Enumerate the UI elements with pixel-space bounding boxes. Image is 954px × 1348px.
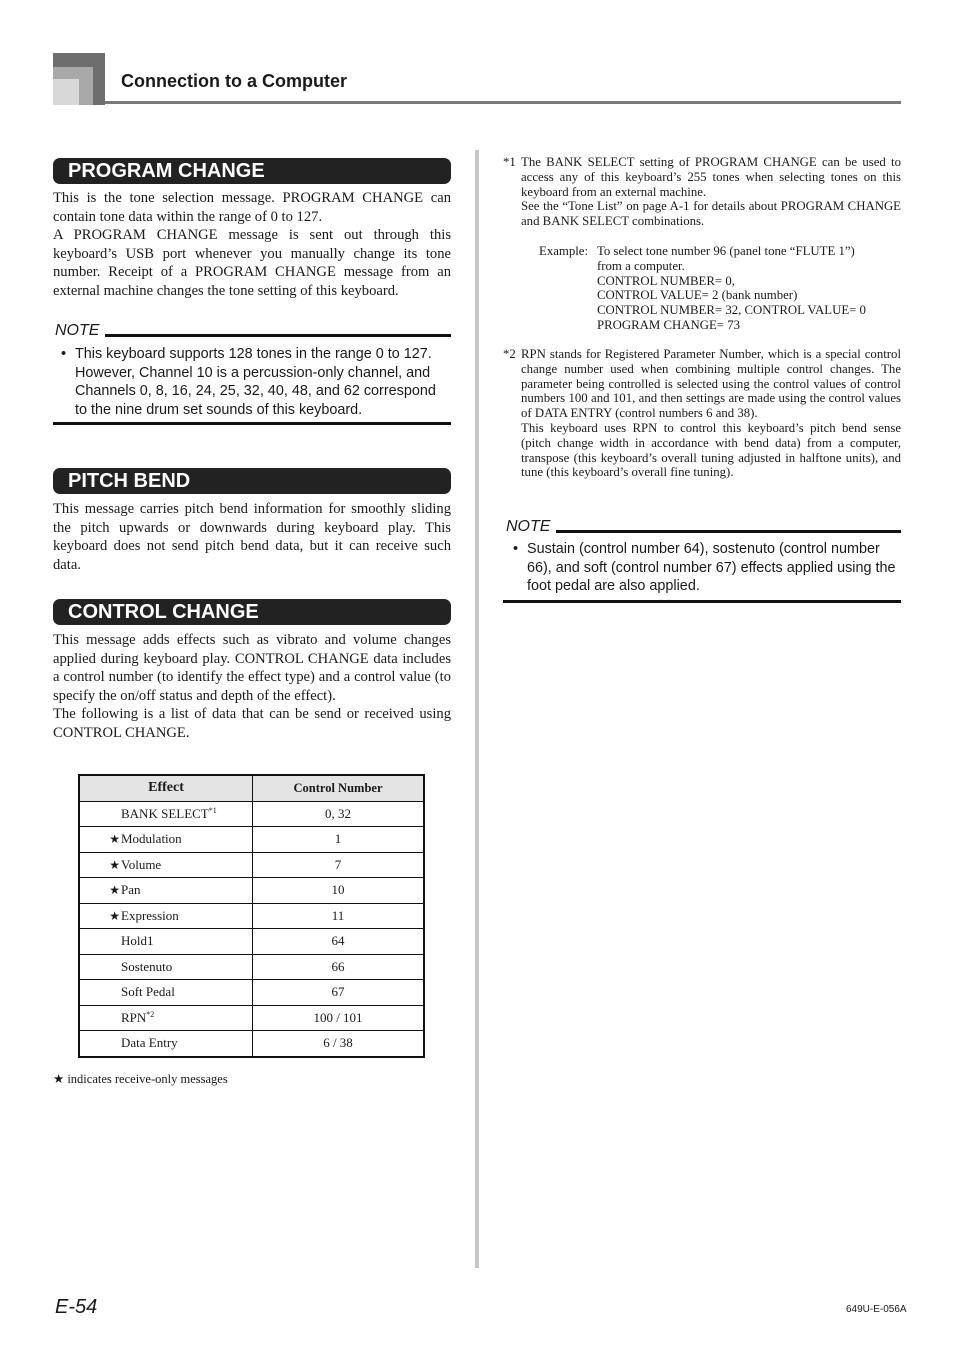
effect-cell (79, 929, 253, 955)
star-icon: ★ (109, 883, 120, 898)
effect-name: Data Entry (121, 1035, 178, 1051)
footnote-2-mark: *2 (503, 347, 516, 361)
control-number-cell: 64 (253, 929, 425, 955)
footnote-ref: *1 (208, 805, 217, 815)
note-label: NOTE (55, 322, 100, 339)
table-row (79, 1031, 424, 1057)
control-change-heading: CONTROL CHANGE (53, 599, 451, 625)
footnote-ref: *2 (146, 1009, 155, 1019)
table-header-row (79, 775, 424, 801)
header-logo-block (53, 53, 105, 105)
effect-cell (79, 878, 253, 904)
table-legend: ★ indicates receive-only messages (53, 1072, 228, 1086)
right-note-bullet: • (513, 541, 519, 557)
pitch-bend-text (53, 500, 451, 574)
effect-cell (79, 801, 253, 827)
control-number-cell: 66 (253, 954, 425, 980)
control-number-cell: 1 (253, 827, 425, 853)
table-row (79, 929, 424, 955)
table-header-effect: Effect (79, 775, 253, 801)
example-line: CONTROL NUMBER= 0, (597, 273, 735, 288)
control-number-cell: 0, 32 (253, 801, 425, 827)
effect-cell (79, 980, 253, 1006)
example-line: CONTROL VALUE= 2 (bank number) (597, 288, 798, 303)
effect-name: Sostenuto (121, 958, 173, 974)
table-header-control-number: Control Number (253, 775, 425, 801)
footnote-2-paragraph-2: This keyboard uses RPN to control this keyboard’s pitch bend sense (pitch change width in accordance with bend data) from a computer, transpose (this keyboard’s overall tuning adjusted in halftone units), and tune (this keyboard’s overall fine tuning). (521, 420, 901, 480)
effect-cell (79, 954, 253, 980)
program-change-paragraph-2: A PROGRAM CHANGE message is sent out through this keyboard’s USB port whenever you manually change its tone number. Receipt of a PROGRAM CHANGE message from an external machine changes the tone setting of this keyboard. (53, 227, 451, 299)
footnote-2-paragraph-1: RPN stands for Registered Parameter Number, which is a special control change number used when combining multiple control changes. The parameter being controlled is selected using the control values of control numbers 100 and 101, and then settings are made using the control values of DATA ENTRY (control numbers 6 and 38). (521, 347, 901, 421)
pitch-bend-heading: PITCH BEND (53, 468, 451, 494)
effect-cell (79, 852, 253, 878)
example-lines (597, 259, 866, 333)
right-note-top-rule (556, 530, 901, 533)
effect-cell (79, 1005, 253, 1031)
effect-name: Soft Pedal (121, 984, 175, 1000)
effect-cell (79, 1031, 253, 1057)
note-bullet: • (61, 346, 67, 362)
control-change-paragraph-2: The following is a list of data that can be send or received using CONTROL CHANGE. (53, 706, 451, 741)
control-change-table (78, 774, 425, 1058)
footnote-1-body (521, 155, 901, 229)
effect-name: Expression (121, 907, 179, 923)
program-change-heading: PROGRAM CHANGE (53, 158, 451, 184)
page-number: E-54 (55, 1296, 98, 1318)
footnote-1-paragraph-1: The BANK SELECT setting of PROGRAM CHANGE can be used to access any of this keyboard’s 255 tones when selecting tones on this keyboard from an external machine. (521, 155, 901, 199)
effect-name: Volume (121, 856, 162, 872)
footnote-1-paragraph-2: See the “Tone List” on page A-1 for details about PROGRAM CHANGE and BANK SELECT combinations. (521, 199, 901, 229)
effect-name: Pan (121, 882, 141, 898)
right-note-bottom-rule (503, 600, 901, 603)
right-note-text: Sustain (control number 64), sostenuto (control number 66), and soft (control number 67) effects applied using the foot pedal are also applied. (527, 541, 896, 595)
control-number-cell: 10 (253, 878, 425, 904)
footnote-1-mark: *1 (503, 155, 516, 169)
program-change-paragraph-1: This is the tone selection message. PROGRAM CHANGE can contain tone data within the range of 0 to 127. (53, 190, 451, 225)
table-row (79, 954, 424, 980)
effect-name: RPN (121, 1009, 147, 1025)
table-row (79, 980, 424, 1006)
control-change-text (53, 631, 451, 742)
star-icon: ★ (109, 832, 120, 847)
control-number-cell: 6 / 38 (253, 1031, 425, 1057)
table-row (79, 878, 424, 904)
example-lead: Example: (539, 244, 589, 258)
effect-cell (79, 903, 253, 929)
star-icon: ★ (109, 857, 120, 872)
column-divider (475, 150, 479, 1268)
note-text: This keyboard supports 128 tones in the range 0 to 127. However, Channel 10 is a percussion-only channel, and Channels 0, 8, 16, 24, 25, 32, 40, 48, and 62 correspond to the nine drum set sounds of this keyboard. (75, 346, 436, 418)
effect-name: Hold1 (121, 933, 154, 949)
effect-cell (79, 827, 253, 853)
footnote-2-body (521, 347, 901, 480)
table-row (79, 827, 424, 853)
header-rule (105, 101, 901, 104)
effect-name: Modulation (121, 831, 182, 847)
note-bottom-rule (53, 422, 451, 425)
control-number-cell: 100 / 101 (253, 1005, 425, 1031)
document-code: 649U-E-056A (846, 1304, 907, 1315)
pitch-bend-paragraph: This message carries pitch bend information for smoothly sliding the pitch upwards or downwards during keyboard play. This keyboard does not send pitch bend data, but it can receive such data. (53, 501, 451, 573)
control-change-paragraph-1: This message adds effects such as vibrato and volume changes applied during keyboard play. CONTROL CHANGE data includes a control number (to identify the effect type) and a control value (to specify the on/off status and depth of the effect). (53, 632, 451, 704)
control-number-cell: 7 (253, 852, 425, 878)
example-line: from a computer. (597, 258, 685, 273)
example-line: PROGRAM CHANGE= 73 (597, 317, 741, 332)
note-top-rule (105, 334, 451, 337)
table-row (79, 903, 424, 929)
control-number-cell: 67 (253, 980, 425, 1006)
star-icon: ★ (109, 908, 120, 923)
program-change-text (53, 189, 451, 300)
example-first-line: To select tone number 96 (panel tone “FLUTE 1”) (597, 244, 855, 258)
effect-name: BANK SELECT (121, 805, 209, 821)
table-row (79, 801, 424, 827)
table-row (79, 852, 424, 878)
control-number-cell: 11 (253, 903, 425, 929)
example-line: CONTROL NUMBER= 32, CONTROL VALUE= 0 (597, 303, 866, 318)
page-header-title: Connection to a Computer (121, 71, 347, 91)
right-note-label: NOTE (506, 518, 551, 535)
table-row (79, 1005, 424, 1031)
